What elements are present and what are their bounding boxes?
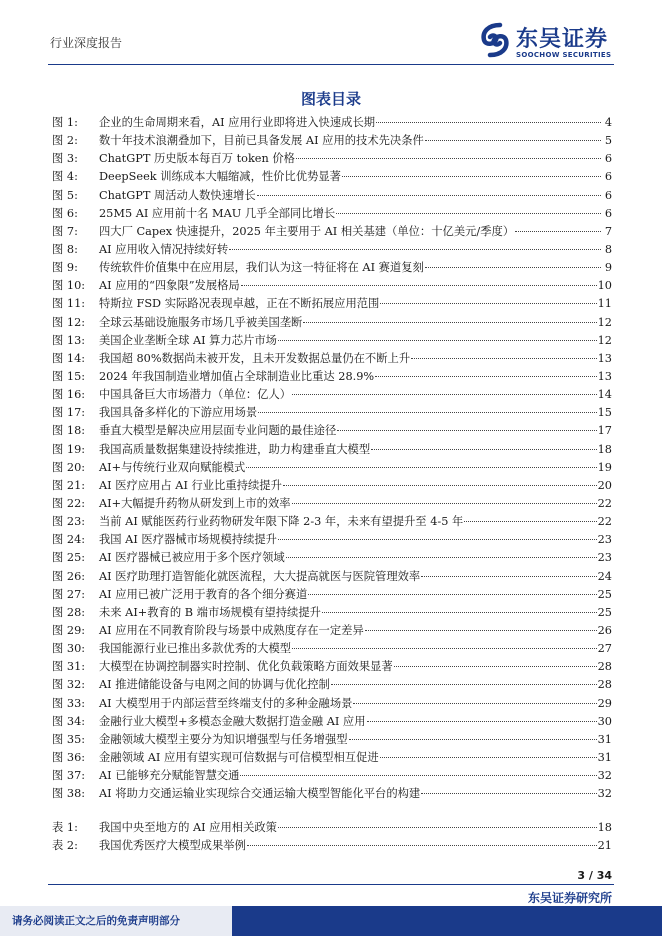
entry-page-number: 10 [597, 279, 612, 293]
dot-leader [380, 757, 597, 758]
figure-entry[interactable] [52, 549, 612, 567]
dot-leader [283, 485, 597, 486]
entry-page-number: 6 [604, 152, 612, 166]
entry-title: 我国中央至地方的 AI 应用相关政策 [99, 821, 277, 835]
disclaimer-notice: 请务必阅读正文之后的免责声明部分 [0, 906, 232, 936]
entry-page-number: 15 [597, 406, 612, 420]
dot-leader [246, 467, 596, 468]
entry-page-number: 32 [597, 787, 612, 801]
entry-title: ChatGPT 周活动人数快速增长 [99, 188, 256, 202]
entry-title: 中国具备巨大市场潜力（单位：亿人） [99, 388, 292, 402]
figure-entry[interactable] [52, 622, 612, 640]
figure-table-index [52, 114, 612, 856]
entry-number: 图 20: [52, 460, 86, 474]
entry-page-number: 22 [597, 515, 612, 529]
figure-entry[interactable] [52, 223, 612, 241]
entry-page-number: 13 [597, 369, 612, 383]
entry-page-number: 25 [597, 587, 612, 601]
dot-leader [303, 322, 596, 323]
entry-number: 图 12: [52, 315, 86, 329]
figure-entry[interactable] [52, 386, 612, 404]
dot-leader [296, 158, 601, 159]
entry-page-number: 20 [597, 478, 612, 492]
entry-number: 图 7: [52, 224, 78, 238]
entry-title: AI 医疗器械已被应用于多个医疗领域 [99, 551, 285, 565]
entry-page-number: 9 [604, 261, 612, 275]
logo-english-name: SOOCHOW SECURITIES [516, 51, 612, 59]
entry-number: 图 37: [52, 769, 86, 783]
entry-number: 图 4: [52, 170, 78, 184]
entry-page-number: 21 [597, 839, 612, 853]
logo-mark-icon [478, 22, 512, 58]
dot-leader [342, 176, 601, 177]
entry-number: 图 38: [52, 787, 86, 801]
dot-leader [241, 285, 597, 286]
entry-number: 图 25: [52, 551, 86, 565]
entry-title: AI 应用收入情况持续好转 [99, 242, 229, 256]
dot-leader [464, 521, 596, 522]
entry-title: AI 医疗应用占 AI 行业比重持续提升 [99, 478, 282, 492]
entry-page-number: 32 [597, 769, 612, 783]
entry-title: 当前 AI 赋能医药行业药物研发年限下降 2-3 年，未来有望提升至 4-5 年 [99, 515, 464, 529]
entry-page-number: 24 [597, 569, 612, 583]
entry-number: 图 24: [52, 533, 86, 547]
figure-entry[interactable] [52, 114, 612, 132]
entry-page-number: 28 [597, 678, 612, 692]
entry-title: 我国能源行业已推出多款优秀的大模型 [99, 642, 292, 656]
dot-leader [353, 703, 596, 704]
entry-title: 我国 AI 医疗器械市场规模持续提升 [99, 533, 277, 547]
entry-title: 2024 年我国制造业增加值占全球制造业比重达 28.9% [99, 369, 375, 383]
entry-number: 图 9: [52, 261, 78, 275]
entry-number: 图 18: [52, 424, 86, 438]
figure-entry[interactable] [52, 277, 612, 295]
figure-entry[interactable] [52, 205, 612, 223]
figure-entry[interactable] [52, 150, 612, 168]
figure-entry[interactable] [52, 586, 612, 604]
entry-title: ChatGPT 历史版本每百万 token 价格 [99, 152, 295, 166]
entry-page-number: 23 [597, 533, 612, 547]
entry-number: 图 15: [52, 369, 86, 383]
entry-page-number: 17 [597, 424, 612, 438]
figure-entry[interactable] [52, 241, 612, 259]
header-divider [48, 64, 614, 65]
entry-number: 图 27: [52, 587, 86, 601]
entry-title: AI 将助力交通运输业实现综合交通运输大模型智能化平台的构建 [99, 787, 421, 801]
dot-leader [292, 503, 597, 504]
entry-page-number: 25 [597, 605, 612, 619]
logo-chinese-name: 东吴证券 [516, 27, 609, 52]
entry-title: DeepSeek 训练成本大幅缩减，性价比优势显著 [99, 170, 341, 184]
dot-leader [380, 303, 596, 304]
entry-number: 图 35: [52, 732, 86, 746]
dot-leader [308, 594, 596, 595]
footer-bar [0, 906, 662, 936]
entry-page-number: 30 [597, 714, 612, 728]
entry-page-number: 7 [604, 224, 612, 238]
entry-title: AI 医疗助理打造智能化就医流程，大大提高就医与医院管理效率 [99, 569, 421, 583]
entry-page-number: 27 [597, 642, 612, 656]
figure-entry[interactable] [52, 459, 612, 477]
dot-leader [421, 576, 596, 577]
entry-title: 传统软件价值集中在应用层，我们认为这一特征将在 AI 赛道复刻 [99, 261, 424, 275]
entry-page-number: 6 [604, 188, 612, 202]
entry-title: 金融行业大模型+多模态金融大数据打造金融 AI 应用 [99, 714, 366, 728]
entry-page-number: 4 [604, 116, 612, 129]
dot-leader [375, 376, 596, 377]
entry-page-number: 6 [604, 170, 612, 184]
entry-number: 图 31: [52, 660, 86, 674]
entry-title: 我国优秀医疗大模型成果举例 [99, 839, 246, 853]
entry-title: 四大厂 Capex 快速提升，2025 年主要用于 AI 相关基建（单位：十亿美元/季度） [99, 224, 515, 238]
dot-leader [322, 612, 597, 613]
figure-entry[interactable] [52, 441, 612, 459]
figure-entry[interactable] [52, 187, 612, 205]
entry-number: 图 8: [52, 242, 78, 256]
dot-leader [336, 213, 601, 214]
dot-leader [371, 449, 596, 450]
entry-number: 图 5: [52, 188, 78, 202]
entry-page-number: 11 [597, 297, 612, 311]
entry-title: 美国企业垄断全球 AI 算力芯片市场 [99, 333, 277, 347]
figure-entry[interactable] [52, 658, 612, 676]
figure-entry[interactable] [52, 422, 612, 440]
footer-divider [48, 884, 614, 885]
figure-entry[interactable] [52, 749, 612, 767]
dot-leader [421, 793, 596, 794]
entry-title: AI 已能够充分赋能智慧交通 [99, 769, 240, 783]
dot-leader [425, 140, 601, 141]
dot-leader [376, 122, 601, 123]
entry-number: 图 14: [52, 351, 86, 365]
entry-page-number: 31 [597, 732, 612, 746]
figure-entry[interactable] [52, 604, 612, 622]
entry-page-number: 12 [597, 315, 612, 329]
figure-entry[interactable] [52, 640, 612, 658]
entry-page-number: 6 [604, 206, 612, 220]
entry-page-number: 31 [597, 750, 612, 764]
entry-number: 图 36: [52, 750, 86, 764]
entry-title: AI+与传统行业双向赋能模式 [99, 460, 246, 474]
dot-leader [425, 267, 601, 268]
entry-number: 图 30: [52, 642, 86, 656]
report-type-label: 行业深度报告 [50, 36, 123, 50]
entry-number: 图 23: [52, 515, 86, 529]
entry-number: 图 3: [52, 152, 78, 166]
entry-number: 图 33: [52, 696, 86, 710]
entry-number: 图 32: [52, 678, 86, 692]
figure-entry[interactable] [52, 350, 612, 368]
figure-entry[interactable] [52, 785, 612, 803]
entry-number: 图 29: [52, 623, 86, 637]
entry-title: AI 应用已被广泛用于教育的各个细分赛道 [99, 587, 308, 601]
entry-title: AI 推进储能设备与电网之间的协调与优化控制 [99, 678, 330, 692]
dot-leader [331, 684, 597, 685]
dot-leader [411, 358, 597, 359]
dot-leader [337, 430, 596, 431]
company-logo [478, 22, 618, 62]
entry-title: 未来 AI+教育的 B 端市场规模有望持续提升 [99, 605, 321, 619]
figure-entry[interactable] [52, 695, 612, 713]
entry-title: AI 大模型用于内部运营至终端支付的多种金融场景 [99, 696, 353, 710]
entry-number: 图 26: [52, 569, 86, 583]
figure-entry[interactable] [52, 713, 612, 731]
entry-number: 表 2: [52, 839, 78, 853]
entry-page-number: 28 [597, 660, 612, 674]
page-number: 3 / 34 [577, 869, 612, 882]
figure-entry[interactable] [52, 168, 612, 186]
entry-title: 全球云基础设施服务市场几乎被美国垄断 [99, 315, 303, 329]
entry-title: AI+大幅提升药物从研发到上市的效率 [99, 496, 291, 510]
figure-entry[interactable] [52, 477, 612, 495]
figure-entry[interactable] [52, 513, 612, 531]
entry-number: 图 1: [52, 116, 78, 129]
entry-page-number: 19 [597, 460, 612, 474]
entry-page-number: 29 [597, 696, 612, 710]
figure-entry[interactable] [52, 568, 612, 586]
entry-page-number: 14 [597, 388, 612, 402]
entry-number: 图 19: [52, 442, 86, 456]
dot-leader [515, 231, 601, 232]
dot-leader [240, 775, 596, 776]
page-title: 图表目录 [300, 90, 361, 108]
footer-company-name: 东吴证券研究所 [527, 891, 612, 905]
dot-leader [278, 340, 597, 341]
figure-entry[interactable] [52, 295, 612, 313]
entry-number: 图 34: [52, 714, 86, 728]
dot-leader [258, 412, 596, 413]
entry-title: 数十年技术浪潮叠加下，目前已具备发展 AI 应用的技术先决条件 [99, 134, 424, 148]
entry-page-number: 12 [597, 333, 612, 347]
dot-leader [278, 539, 597, 540]
entry-title: 特斯拉 FSD 实际路况表现卓越，正在不断拓展应用范围 [99, 297, 380, 311]
entry-title: 我国高质量数据集建设持续推进，助力构建垂直大模型 [99, 442, 371, 456]
entry-title: 金融领域大模型主要分为知识增强型与任务增强型 [99, 732, 348, 746]
figure-entry[interactable] [52, 731, 612, 749]
entry-number: 图 11: [52, 297, 86, 311]
table-entry[interactable] [52, 837, 612, 855]
entry-title: 垂直大模型是解决应用层面专业问题的最佳途径 [99, 424, 337, 438]
entry-number: 图 21: [52, 478, 86, 492]
entry-title: 大模型在协调控制器实时控制、优化负载策略方面效果显著 [99, 660, 393, 674]
figure-entry[interactable] [52, 767, 612, 785]
dot-leader [278, 827, 597, 828]
entry-page-number: 26 [597, 623, 612, 637]
dot-leader [367, 721, 597, 722]
dot-leader [365, 630, 597, 631]
dot-leader [349, 739, 597, 740]
entry-page-number: 5 [604, 134, 612, 148]
entry-number: 图 16: [52, 388, 86, 402]
figure-entry[interactable] [52, 132, 612, 150]
dot-leader [292, 394, 597, 395]
entry-title: 25M5 AI 应用前十名 MAU 几乎全部同比增长 [99, 206, 336, 220]
figure-entry[interactable] [52, 676, 612, 694]
figure-entry[interactable] [52, 332, 612, 350]
dot-leader [394, 666, 597, 667]
entry-page-number: 22 [597, 496, 612, 510]
entry-number: 图 2: [52, 134, 78, 148]
entry-title: AI 应用在不同教育阶段与场景中成熟度存在一定差异 [99, 623, 364, 637]
entry-number: 图 13: [52, 333, 86, 347]
entry-number: 图 28: [52, 605, 86, 619]
dot-leader [286, 557, 597, 558]
entry-number: 图 17: [52, 406, 86, 420]
figure-entry[interactable] [52, 368, 612, 386]
entry-number: 图 10: [52, 279, 86, 293]
entry-page-number: 18 [597, 442, 612, 456]
figure-entry[interactable] [52, 259, 612, 277]
entry-page-number: 13 [597, 351, 612, 365]
entry-number: 图 6: [52, 206, 78, 220]
table-entry[interactable] [52, 819, 612, 837]
dot-leader [257, 195, 601, 196]
entry-page-number: 23 [597, 551, 612, 565]
entry-title: 金融领域 AI 应用有望实现可信数据与可信模型相互促进 [99, 750, 379, 764]
entry-page-number: 18 [597, 821, 612, 835]
figure-entry[interactable] [52, 314, 612, 332]
entry-title: 我国超 80%数据尚未被开发，且未开发数据总量仍在不断上升 [99, 351, 411, 365]
entry-title: AI 应用的“四象限”发展格局 [99, 279, 240, 293]
entry-number: 图 22: [52, 496, 86, 510]
figure-entry[interactable] [52, 404, 612, 422]
figure-entry[interactable] [52, 495, 612, 513]
entry-title: 我国具备多样化的下游应用场景 [99, 406, 258, 420]
figure-entry[interactable] [52, 531, 612, 549]
entry-page-number: 8 [604, 242, 612, 256]
dot-leader [247, 845, 597, 846]
dot-leader [292, 648, 597, 649]
entry-number: 表 1: [52, 821, 78, 835]
entry-title: 企业的生命周期来看，AI 应用行业即将进入快速成长期 [99, 116, 376, 129]
dot-leader [229, 249, 601, 250]
